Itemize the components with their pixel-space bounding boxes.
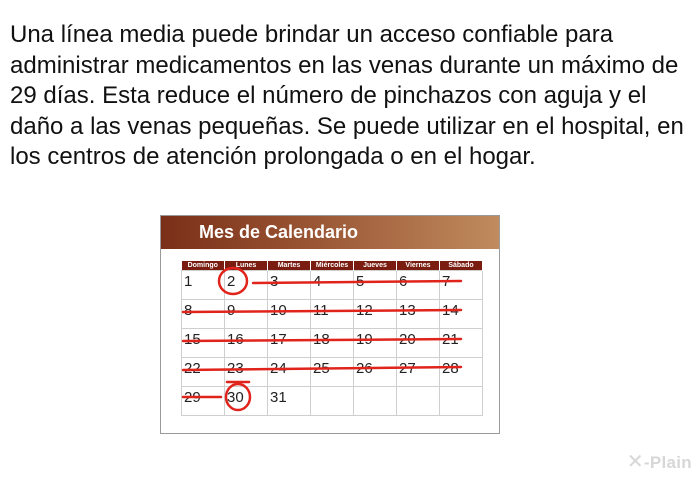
calendar-week-row [182, 387, 483, 416]
calendar-day: 21 [440, 329, 483, 358]
calendar-day: 17 [268, 329, 311, 358]
xplain-logo [627, 449, 692, 474]
calendar-week-row [182, 358, 483, 387]
calendar-day: 7 [440, 271, 483, 300]
calendar-header [161, 216, 499, 249]
weekday-label: Martes [268, 261, 311, 271]
calendar-illustration [160, 215, 500, 434]
calendar-day: 15 [182, 329, 225, 358]
calendar-day: 3 [268, 271, 311, 300]
calendar-day: 19 [354, 329, 397, 358]
calendar-day: 16 [225, 329, 268, 358]
calendar-day: 26 [354, 358, 397, 387]
calendar-day: 14 [440, 300, 483, 329]
calendar-day: 20 [397, 329, 440, 358]
body-paragraph: Una línea media puede brindar un acceso confiable para administrar medicamentos en las venas durante un máximo de 29 días. Esta reduce el número de pinchazos con aguja y el daño a las venas pequeñas. Se puede utilizar en el hospital, en los centros de atención prolongada o en el hogar. [10, 21, 684, 170]
logo-mark-icon: ✕ [626, 451, 644, 473]
weekday-label: Jueves [354, 261, 397, 271]
calendar-week-row [182, 300, 483, 329]
calendar-day: 28 [440, 358, 483, 387]
calendar-day: 5 [354, 271, 397, 300]
calendar-day: 2 [225, 271, 268, 300]
calendar-title: Mes de Calendario [199, 222, 359, 242]
calendar-day: 6 [397, 271, 440, 300]
calendar-day: 24 [268, 358, 311, 387]
calendar-day: 22 [182, 358, 225, 387]
weekday-header-row [182, 261, 483, 271]
weekday-label: Lunes [225, 261, 268, 271]
calendar-day: 29 [182, 387, 225, 416]
calendar-day: 23 [225, 358, 268, 387]
calendar-day [440, 387, 483, 416]
calendar-day: 8 [182, 300, 225, 329]
calendar-day [311, 387, 354, 416]
logo-text: -Plain [643, 453, 692, 472]
calendar-day: 18 [311, 329, 354, 358]
calendar-day: 4 [311, 271, 354, 300]
calendar-day [354, 387, 397, 416]
calendar-day [397, 387, 440, 416]
weekday-label: Domingo [182, 261, 225, 271]
weekday-label: Miércoles [311, 261, 354, 271]
calendar-day: 12 [354, 300, 397, 329]
calendar-day: 13 [397, 300, 440, 329]
weekday-label: Sábado [440, 261, 483, 271]
calendar-grid [181, 261, 483, 416]
calendar-day: 31 [268, 387, 311, 416]
calendar-day: 10 [268, 300, 311, 329]
calendar-day: 27 [397, 358, 440, 387]
calendar-day: 30 [225, 387, 268, 416]
calendar-week-row [182, 329, 483, 358]
weekday-label: Viernes [397, 261, 440, 271]
calendar-week-row [182, 271, 483, 300]
calendar-day: 9 [225, 300, 268, 329]
calendar-day: 11 [311, 300, 354, 329]
calendar-day: 25 [311, 358, 354, 387]
calendar-day: 1 [182, 271, 225, 300]
